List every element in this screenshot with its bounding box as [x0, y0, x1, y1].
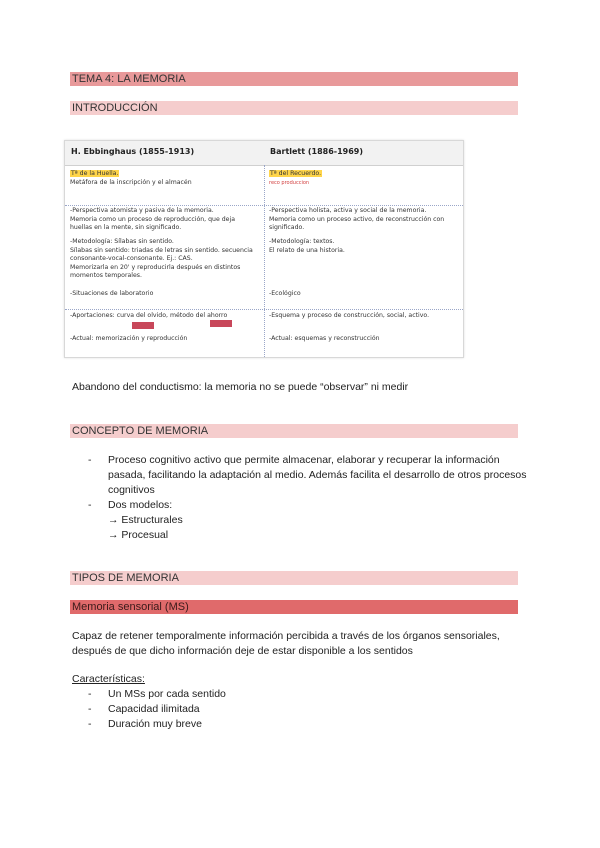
red-annotation-mark [210, 320, 232, 327]
section-title: TEMA 4: LA MEMORIA [70, 72, 518, 86]
red-annotation-mark [132, 322, 154, 329]
text-line: consonante-vocal-consonante. Ej.: CAS. [70, 255, 193, 263]
list-item [88, 687, 528, 702]
list-item [88, 498, 528, 513]
list-item [88, 702, 528, 717]
table-header [65, 141, 463, 166]
text-line: -Metodología: textos. [269, 238, 335, 245]
comparison-table [64, 140, 464, 358]
section-tipos: TIPOS DE MEMORIA [70, 571, 518, 585]
concepto-definition: Proceso cognitivo activo que permite almacenar, elaborar y recuperar la información pasada, facilitando la adaptación al medio. Además facilita el desarrollo de otros procesos cognitivos [108, 454, 527, 496]
list-item [88, 453, 528, 498]
cell-ecologico: -Ecológico [269, 290, 301, 297]
row-divider [65, 205, 463, 206]
cell-metodologia-silabas [70, 238, 260, 281]
text-line: -Perspectiva atomista y pasiva de la memoria. [70, 207, 214, 214]
dash-bullet: - [88, 688, 92, 700]
text-line: Memoria como un proceso de reproducción, que deja [70, 215, 235, 223]
caracteristica-item: Un MSs por cada sentido [108, 688, 226, 700]
dos-modelos: Dos modelos: [108, 499, 173, 511]
cell-teoria-huella [70, 170, 192, 187]
caracteristica-item: Capacidad ilimitada [108, 703, 200, 715]
cell-esquema: -Esquema y proceso de construcción, social, activo. [269, 312, 430, 319]
cell-perspectiva-holista [269, 207, 459, 233]
sub-item-estructurales: → Estructurales [108, 514, 183, 526]
text-metafora: Metáfora de la inscripción y el almacén [70, 178, 192, 186]
caracteristicas-list [88, 687, 528, 732]
list-item [88, 717, 528, 732]
dash-bullet: - [88, 499, 92, 511]
dash-bullet: - [88, 703, 92, 715]
text-line: huellas en la mente, sin significado. [70, 224, 182, 232]
row-divider [65, 309, 463, 310]
cell-actual-left: -Actual: memorización y reproducción [70, 335, 188, 342]
column-divider [264, 165, 265, 357]
highlight-huella: Tª de la Huella. [71, 170, 119, 177]
dash-bullet: - [88, 454, 92, 466]
sub-item-procesual: → Procesual [108, 529, 169, 541]
text-line: Memorizarla en 20' y reproducirla después en distintos [70, 263, 241, 271]
text-line: -Perspectiva holista, activa y social de la memoria. [269, 207, 427, 214]
header-ebbinghaus: H. Ebbinghaus (1855-1913) [71, 147, 195, 156]
text-line: -Metodología: Sílabas sin sentido. [70, 238, 174, 245]
handwritten-note: reco produccion [269, 179, 310, 186]
dash-bullet: - [88, 718, 92, 730]
cell-teoria-recuerdo [269, 170, 322, 187]
header-bartlett: Bartlett (1886-1969) [270, 147, 364, 156]
text-line: Memoria como un proceso activo, de reconstrucción con [269, 215, 445, 223]
cell-aportaciones: -Aportaciones: curva del olvido, método del ahorro [70, 312, 228, 319]
cell-perspectiva-atomista [70, 207, 260, 233]
caracteristica-item: Duración muy breve [108, 718, 202, 730]
ms-definition: Capaz de retener temporalmente información percibida a través de los órganos sensoriales, después de que dicho información deje de estar disponible a los sentidos [72, 630, 500, 657]
text-line: El relato de una historia. [269, 246, 345, 254]
highlight-recuerdo: Tª del Recuerdo. [270, 170, 322, 177]
text-line: Sílabas sin sentido: triadas de letras sin sentido. secuencia [70, 246, 253, 254]
cell-laboratorio: -Situaciones de laboratorio [70, 290, 154, 297]
caracteristicas-heading: Características: [72, 673, 145, 685]
abandono-text: Abandono del conductismo: la memoria no se puede “observar” ni medir [72, 381, 409, 393]
cell-metodologia-textos [269, 238, 459, 255]
section-memoria-sensorial: Memoria sensorial (MS) [70, 600, 518, 614]
concepto-list [88, 453, 528, 543]
text-line: significado. [269, 224, 305, 232]
cell-actual-right: -Actual: esquemas y reconstrucción [269, 335, 380, 342]
section-introduccion: INTRODUCCIÓN [70, 101, 518, 115]
text-line: momentos temporales. [70, 272, 142, 280]
section-concepto: CONCEPTO DE MEMORIA [70, 424, 518, 438]
